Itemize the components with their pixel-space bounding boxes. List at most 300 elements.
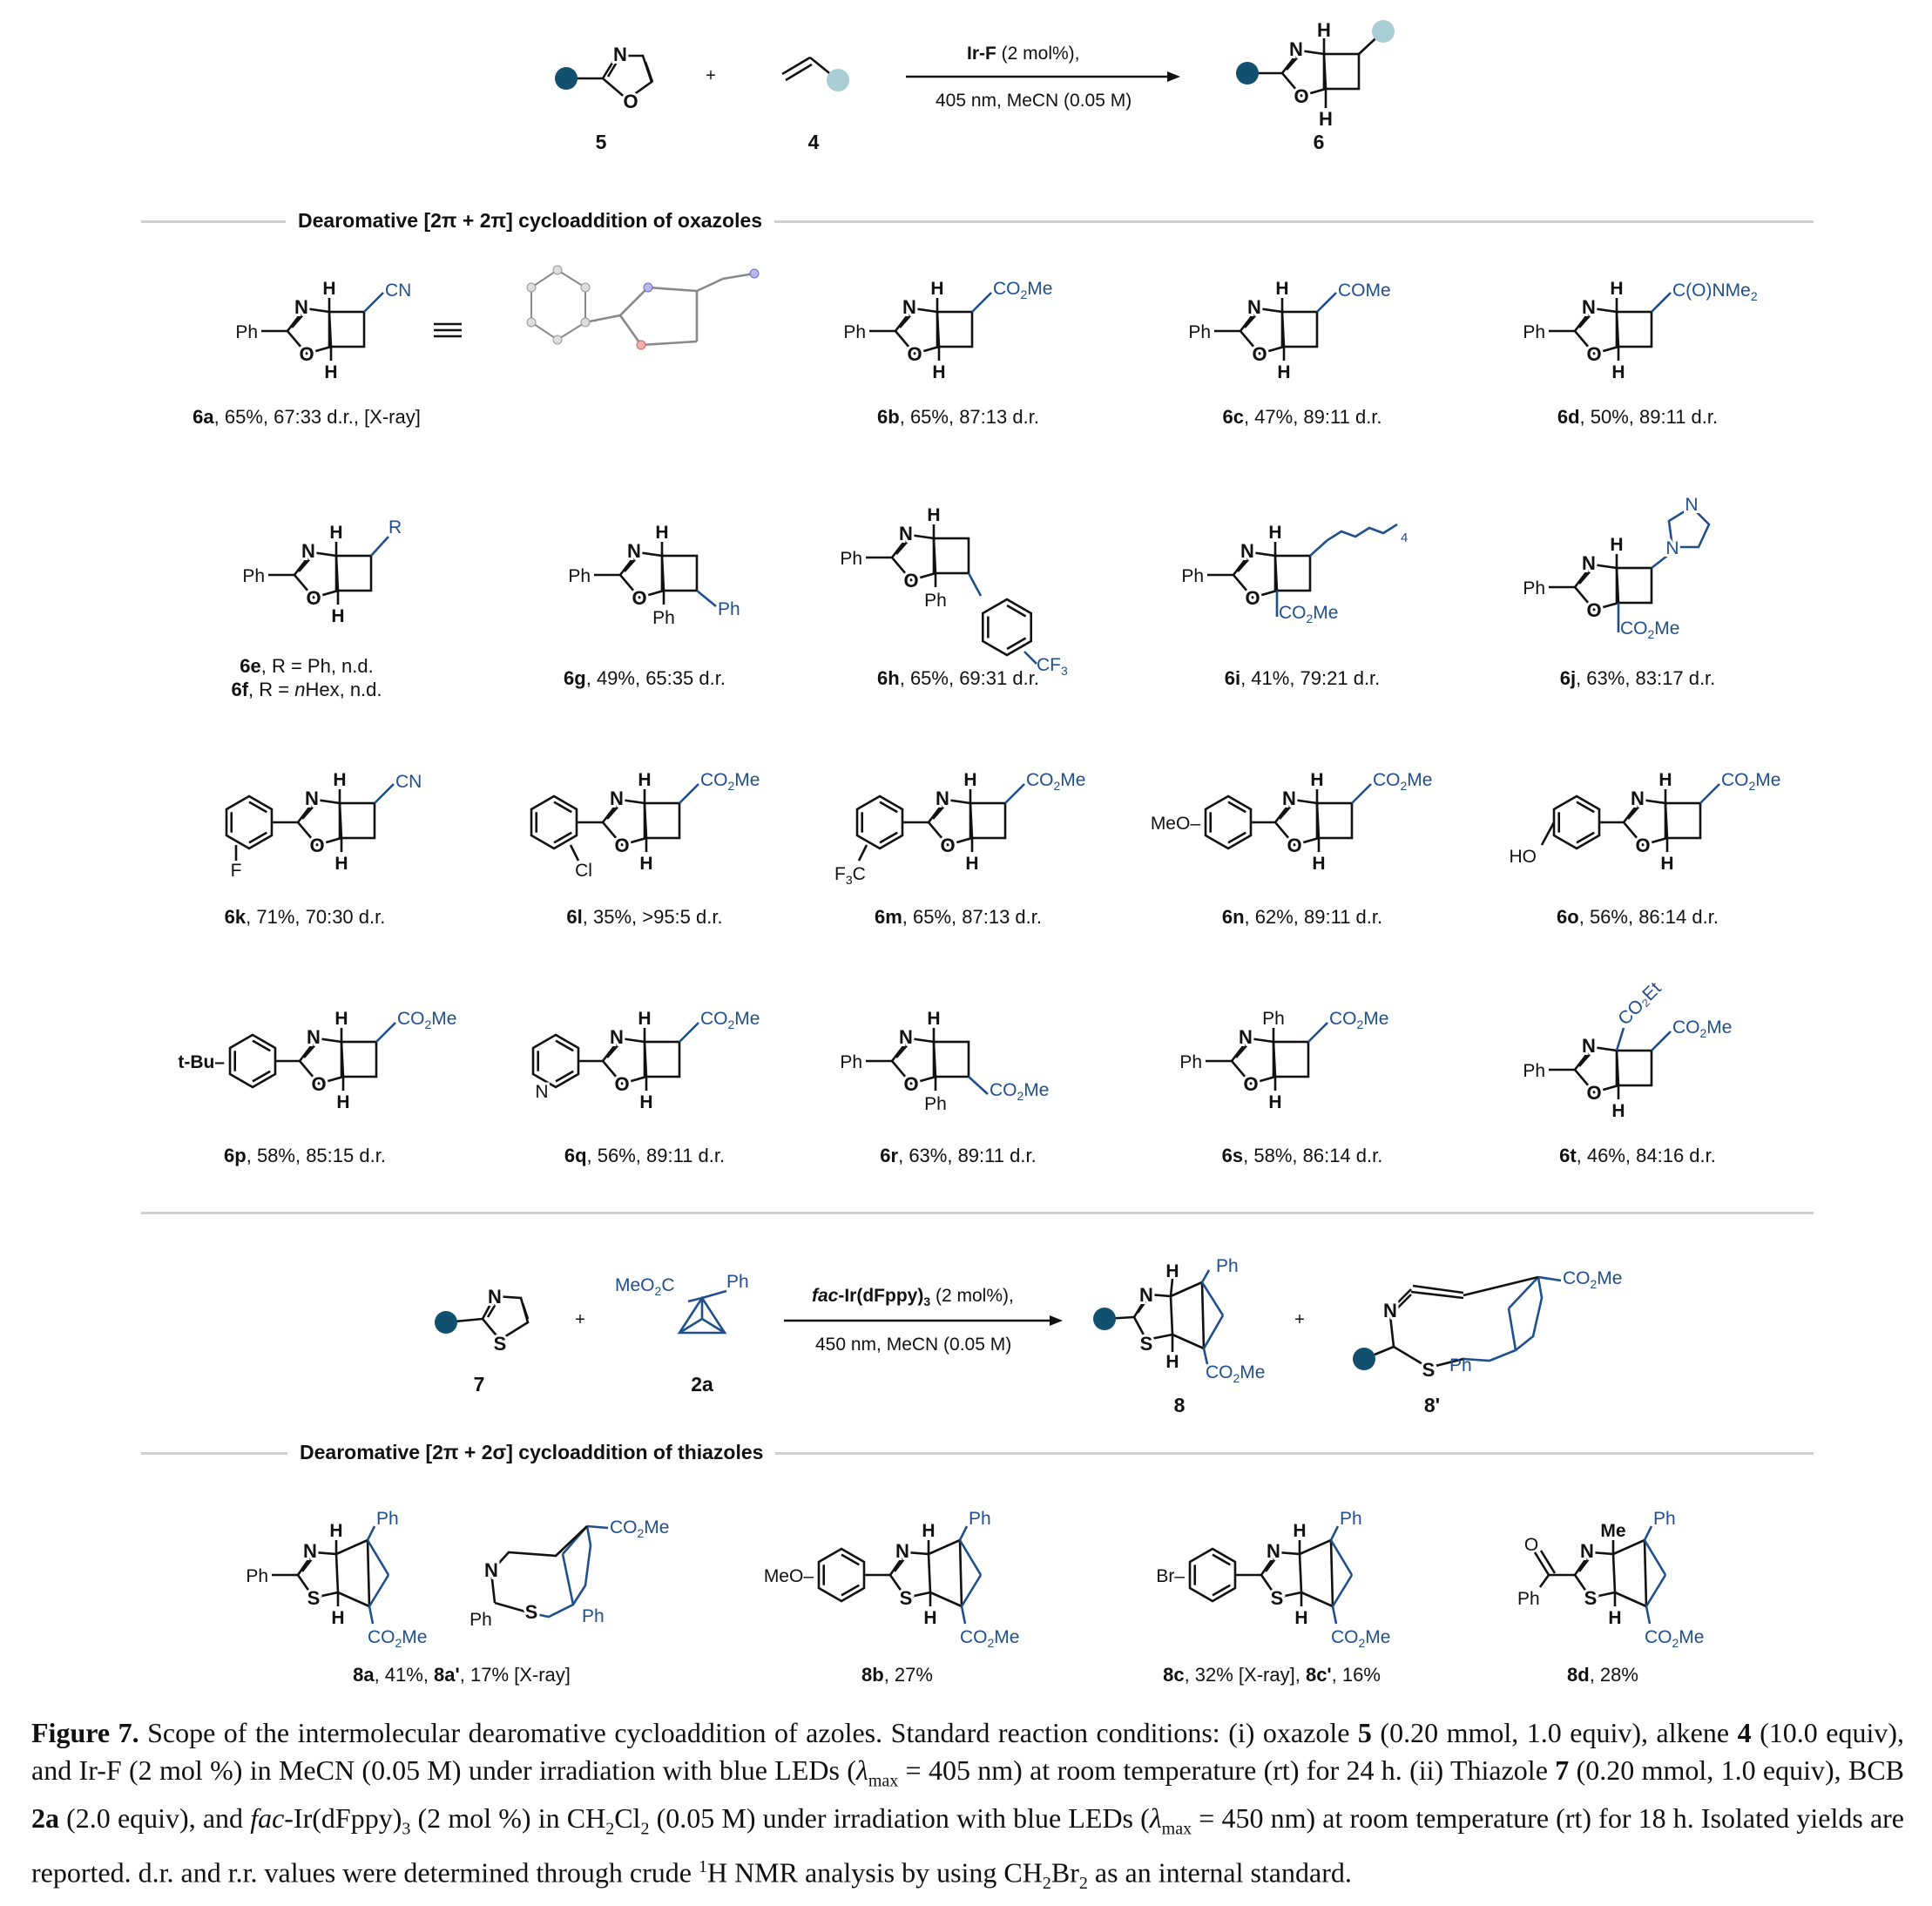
bond (620, 315, 641, 345)
light-dot-icon (1372, 20, 1395, 43)
atom-label: F (230, 861, 242, 881)
atom-label: N (1582, 296, 1596, 318)
bond (960, 1526, 967, 1540)
atom-label: Ph (1181, 566, 1204, 586)
bond (679, 1023, 699, 1042)
dark-dot-icon (1236, 62, 1259, 84)
atom-label: Ph (1179, 1052, 1202, 1072)
atom-label: H (965, 854, 979, 874)
cyclobutane-ring (341, 1042, 376, 1077)
atom-label: Ph (1340, 1509, 1362, 1529)
svg-text:O: O (623, 91, 638, 112)
atom-sphere (553, 335, 562, 344)
atom-label: N (1665, 538, 1679, 558)
bond (1645, 1526, 1652, 1540)
bond (1331, 1540, 1352, 1575)
atom-sphere (581, 318, 590, 327)
scheme-1-structures (0, 0, 1932, 157)
cyclobutane-ring (1275, 556, 1310, 591)
atom-label: N (902, 296, 916, 318)
atom-label: H (1275, 279, 1289, 299)
compound-label-5: 5 (595, 131, 607, 153)
bond (253, 1041, 270, 1051)
benzene-ring (1554, 796, 1599, 848)
atom-label: H (638, 1009, 652, 1029)
svg-text:MeO2C: MeO$_2$C (615, 1275, 675, 1298)
atom-label: O (614, 1073, 630, 1095)
atom-label: H (336, 1092, 350, 1112)
bond (841, 1585, 859, 1596)
bond (338, 1592, 369, 1606)
benzene-ring (226, 796, 272, 848)
conditions-2-line-2: 450 nm, MeCN (0.05 M) (815, 1335, 1012, 1355)
atom-label: Ph (469, 1610, 492, 1630)
compound-label-7: 7 (473, 1373, 485, 1396)
atom-label: O (907, 343, 922, 365)
atom-label: N (1267, 1540, 1280, 1562)
atom-label: Ph (246, 1566, 268, 1586)
atom-label: N (1580, 1540, 1594, 1562)
thiazole-scope-structures (0, 1472, 1932, 1664)
atom-label: N (610, 787, 624, 809)
atom-label: Ph (1262, 1009, 1285, 1029)
svg-text:N: N (1289, 38, 1303, 60)
bond (648, 287, 697, 291)
benzene-ring (531, 796, 577, 848)
substituent-label: $F_3C$ (834, 864, 866, 887)
compound-caption-6f: 6f, R = nHex, n.d. (231, 679, 382, 700)
ring-bond (531, 1526, 591, 1617)
substituent-label: $CO_2Me$ (990, 1080, 1050, 1103)
bond (960, 1540, 981, 1575)
dark-dot-icon (1353, 1348, 1375, 1370)
cyclobutane-ring (1665, 803, 1700, 838)
atom-label: Ph (582, 1606, 605, 1626)
atom-label: Ph (924, 1094, 947, 1114)
cyclobutane-ring (645, 1042, 679, 1077)
atom-label: H (334, 1009, 348, 1029)
atom-label: MeO– (1150, 814, 1200, 834)
benzene-ring (983, 599, 1030, 655)
xray-ring (531, 270, 585, 340)
atom-label: O (903, 570, 919, 591)
bond (1333, 1575, 1352, 1606)
substituent-label: $CO_2Me$ (1645, 1627, 1705, 1650)
atom-label: O (1287, 835, 1302, 856)
bond (969, 573, 981, 596)
svg-text:H: H (1319, 108, 1333, 130)
atom-label: S (1584, 1587, 1598, 1609)
bond (1652, 556, 1667, 568)
cyclobutane-ring (970, 803, 1005, 838)
atom-label: H (927, 505, 941, 525)
atom-label: Ph (652, 608, 675, 628)
bond (697, 279, 723, 291)
atom-label: HO (1509, 847, 1537, 867)
bond (563, 1554, 573, 1605)
cyclobutane-ring (340, 803, 375, 838)
svg-text:CO2Me: $CO_2Me$ (1563, 1268, 1623, 1291)
atom-label: H (1611, 1101, 1625, 1121)
compound-caption-6e: 6e, R = Ph, n.d. (240, 655, 374, 677)
atom-label: H (922, 1521, 936, 1541)
atom-label: O (1586, 599, 1602, 621)
atom-label: Br– (1156, 1566, 1185, 1586)
atom-label: H (324, 362, 338, 382)
atom-label: CN (385, 280, 412, 301)
atom-label: O (614, 835, 630, 856)
atom-label: O (1245, 587, 1260, 609)
atom-label: S (899, 1587, 913, 1609)
bond (969, 1077, 988, 1094)
compound-caption-6n: 6n, 62%, 89:11 d.r. (1221, 906, 1383, 928)
atom-label: N (610, 1026, 624, 1048)
atom-sphere (750, 269, 759, 278)
conditions-line-1: Ir-F (2 mol%), (967, 44, 1080, 64)
dark-dot-icon (1093, 1308, 1116, 1330)
svg-text:Ph: Ph (1216, 1256, 1239, 1276)
atom-label: H (923, 1608, 937, 1628)
atom-label: N (305, 787, 319, 809)
light-dot-icon (827, 69, 849, 91)
bond (375, 784, 394, 803)
bond (1646, 1575, 1665, 1606)
plus-sign: + (706, 66, 716, 85)
bond (841, 1555, 859, 1565)
atom-label: N (899, 1026, 913, 1048)
svg-text:H: H (1165, 1352, 1179, 1372)
compound-caption-6p: 6p, 58%, 85:15 d.r. (224, 1145, 386, 1166)
compound-caption-6l: 6l, 35%, >95:5 d.r. (566, 906, 723, 928)
atom-label: R (388, 517, 402, 537)
atom-label: N (1685, 495, 1699, 515)
dark-dot-icon (435, 1311, 457, 1334)
substituent-label: $CO_2Me$ (1620, 618, 1680, 641)
atom-label: MeO– (763, 1566, 814, 1586)
atom-label: H (639, 1092, 653, 1112)
bond (369, 1606, 373, 1624)
atom-label: O (1635, 835, 1651, 856)
compound-caption-6j: 6j, 63%, 83:17 d.r. (1559, 667, 1716, 689)
conditions-2-line-1: fac-$Ir(dFppy)_3$ (2 mol%), (812, 1286, 1014, 1309)
compound-label-8-prime: 8' (1423, 1394, 1441, 1416)
atom-label: Ph (235, 322, 258, 342)
atom-label: N (1247, 296, 1261, 318)
atom-sphere (527, 283, 536, 292)
bond (556, 1041, 573, 1051)
atom-label: H (639, 854, 653, 874)
atom-label: Ph (1517, 1589, 1540, 1609)
cyclobutane-ring (336, 556, 371, 591)
atom-label: Ph (718, 599, 740, 619)
atom-label: S (524, 1601, 538, 1623)
atom-label: N (936, 787, 949, 809)
atom-label: t-Bu– (178, 1052, 225, 1072)
substituent-label: $CO_2Me$ (610, 1517, 670, 1540)
substituent-label: C(O)NMe$_2$ (1672, 280, 1758, 303)
atom-label: O (940, 835, 956, 856)
bond (249, 833, 267, 843)
bond (253, 1071, 270, 1082)
compound-caption-6h: 6h, 65%, 69:31 d.r. (877, 667, 1039, 689)
figure-caption: Figure 7. Scope of the intermolecular dearomative cycloaddition of azoles. Standard reaction conditions: (i) oxazole 5 (0.20 mmol, 1.0 equiv), alkene 4 (10.0 equiv), and Ir-F (2 mol %) in MeCN (0.05 M) under irradiation with blue LEDs ($\lambda_{max} = 405$ nm) at room temperature (rt) for 24 h. (ii) Thiazole 7 (0.20 mmol, 1.0 equiv), BCB 2a (2.0 equiv), and fac-$Ir(dFppy)_3$ (2 mol %) in $CH_2Cl_2$ (0.05 M) under irradiation with blue LEDs ($\lambda_{max} = 450$ nm) at room temperature (rt) for 18 h. Isolated yields are reported. d.r. and r.r. values were determined through crude $^1$H NMR analysis by using $CH_2Br_2$ as an internal standard. (31, 1717, 1905, 1893)
atom-label: N (1282, 787, 1296, 809)
substituent-label: $CO_2Me$ (1279, 603, 1339, 625)
atom-label: Ph (1188, 322, 1211, 342)
atom-label: Ph (1653, 1509, 1676, 1529)
bond (336, 1540, 368, 1554)
cyclobutane-ring (645, 803, 679, 838)
bond (368, 1540, 388, 1575)
atom-label: Ph (242, 566, 265, 586)
atom-label: H (1658, 770, 1672, 790)
atom-label: N (1239, 1026, 1253, 1048)
ring-bond (491, 1526, 587, 1603)
atom-label: N (484, 1559, 498, 1581)
atom-label: Ph (568, 566, 591, 586)
substituent-label: $CO_2Me$ (1373, 770, 1433, 793)
divider (141, 1212, 1814, 1214)
svg-text:Ph: Ph (726, 1272, 749, 1292)
bond (1652, 293, 1671, 312)
atom-label: H (331, 1608, 345, 1628)
atom-label: O (309, 835, 325, 856)
atom-label: S (307, 1587, 321, 1609)
atom-sphere (527, 318, 536, 327)
atom-label: H (638, 770, 652, 790)
bond (679, 784, 699, 803)
cyclobutane-ring (662, 556, 697, 591)
svg-text:N: N (1383, 1300, 1397, 1321)
atom-label: O (1586, 343, 1602, 365)
bond (962, 1606, 965, 1624)
compound-caption-8d: 8d, 28% (1567, 1664, 1638, 1686)
atom-label: S (1270, 1587, 1284, 1609)
bond (1577, 833, 1594, 843)
bond (1024, 652, 1037, 664)
bond (1615, 1592, 1646, 1606)
atom-label: N (1631, 787, 1645, 809)
bond (1213, 1585, 1230, 1596)
svg-text:N: N (488, 1286, 502, 1308)
benzene-ring (1190, 1549, 1235, 1601)
compound-caption-6c: 6c, 47%, 89:11 d.r. (1222, 406, 1382, 428)
atom-label: Ph (1523, 1061, 1545, 1081)
bond (249, 802, 267, 813)
atom-label: H (1611, 362, 1625, 382)
substituent-label: $CF_3$ (1037, 655, 1068, 678)
bond (1317, 293, 1336, 312)
cyclobutane-ring (1617, 568, 1652, 603)
atom-label: O (306, 587, 321, 609)
svg-text:H: H (1165, 1261, 1179, 1281)
svg-text:Ph: Ph (1449, 1355, 1472, 1375)
substituent-label: $CO_2Me$ (700, 1009, 760, 1031)
plus-sign: + (575, 1310, 585, 1329)
bond (1577, 802, 1594, 813)
compound-caption-6g: 6g, 49%, 65:35 d.r. (564, 667, 726, 689)
atom-label: H (1310, 770, 1324, 790)
cyclobutane-ring (934, 538, 969, 573)
atom-label: H (963, 770, 977, 790)
bond (880, 802, 897, 813)
atom-label: O (311, 1073, 327, 1095)
bond (1645, 1540, 1665, 1575)
section-title-oxazoles: Dearomative [2π + 2π] cycloaddition of oxazoles (286, 209, 774, 233)
atom-label: COMe (1338, 280, 1391, 301)
bond (1308, 1023, 1327, 1042)
compound-caption-6k: 6k, 71%, 70:30 d.r. (224, 906, 386, 928)
substituent-label: $CO_2Me$ (993, 279, 1053, 301)
atom-label: H (334, 854, 348, 874)
cyclobutane-ring (329, 312, 364, 347)
compound-caption-6r: 6r, 63%, 89:11 d.r. (880, 1145, 1037, 1166)
bond (1228, 833, 1246, 843)
oxazole-scope-structures (0, 244, 1932, 1176)
bond (1617, 1028, 1624, 1051)
atom-label: H (1293, 1521, 1307, 1541)
atom-label: N (307, 1026, 321, 1048)
bond (371, 537, 388, 556)
atom-label: Ph (376, 1509, 399, 1529)
atom-label: N (1582, 552, 1596, 574)
substituent-label: $CO_2Me$ (1026, 770, 1086, 793)
compound-caption-6t: 6t, 46%, 84:16 d.r. (1559, 1145, 1716, 1166)
atom-label: N (1240, 540, 1254, 562)
compound-label-6: 6 (1313, 131, 1325, 153)
atom-label: Ph (1523, 578, 1545, 598)
bond (1542, 822, 1554, 845)
bond (1301, 1592, 1333, 1606)
scheme-2-structures (0, 1237, 1932, 1411)
substituent-label: $CO_2Me$ (1721, 770, 1781, 793)
bond (960, 1540, 962, 1606)
svg-text:N: N (1139, 1284, 1153, 1306)
atom-label: N (303, 1540, 317, 1562)
bond (1352, 784, 1371, 803)
conditions-line-2: 405 nm, MeCN (0.05 M) (936, 91, 1132, 111)
bond (1541, 1551, 1555, 1573)
bond (368, 1540, 369, 1606)
atom-label: H (333, 770, 347, 790)
compound-caption-6o: 6o, 56%, 86:14 d.r. (1557, 906, 1719, 928)
bond (1228, 802, 1246, 813)
bond (1646, 1606, 1650, 1624)
atom-sphere (644, 283, 652, 292)
benzene-ring (857, 796, 902, 848)
atom-label: H (1610, 535, 1624, 555)
cyclobutane-ring (937, 312, 972, 347)
section-title-thiazoles: Dearomative [2π + 2σ] cycloaddition of thiazoles (287, 1441, 775, 1464)
atom-label: N (627, 540, 641, 562)
bond (1331, 1526, 1338, 1540)
cyclobutane-ring (1282, 312, 1317, 347)
cyclobutane-ring (934, 1042, 969, 1077)
compound-caption-8b: 8b, 27% (861, 1664, 933, 1686)
compound-caption-8c: 8c, 32% [X-ray], 8c', 16% (1163, 1664, 1381, 1686)
atom-label: N (294, 296, 308, 318)
atom-label: Cl (575, 861, 592, 881)
atom-label: O (299, 343, 314, 365)
atom-label: H (1660, 854, 1674, 874)
bond (368, 1526, 375, 1540)
alkyl-chain (1327, 524, 1397, 540)
atom-label: Ph (1523, 322, 1545, 342)
bond (1700, 784, 1719, 803)
atom-label: O (1586, 1082, 1602, 1104)
atom-label: O (632, 587, 647, 609)
bond (1300, 1540, 1331, 1554)
bond (880, 833, 897, 843)
bond (1007, 638, 1026, 648)
bond (962, 1575, 981, 1606)
bond (620, 287, 648, 315)
atom-label: N (895, 1540, 909, 1562)
atom-label: N (535, 1082, 549, 1102)
atom-label: H (927, 1009, 941, 1029)
bond (571, 845, 578, 861)
atom-label: H (1608, 1608, 1622, 1628)
atom-sphere (637, 341, 645, 349)
atom-label: O (903, 1073, 919, 1095)
compound-caption-6d: 6d, 50%, 89:11 d.r. (1557, 406, 1719, 428)
cyclobutane-ring (1273, 1042, 1308, 1077)
svg-text:S: S (1139, 1333, 1153, 1355)
plus-sign: + (1294, 1310, 1305, 1329)
benzene-ring (533, 1035, 578, 1087)
cyclobutane-ring (1317, 803, 1352, 838)
atom-sphere (581, 283, 590, 292)
svg-text:H: H (1317, 19, 1331, 41)
substituent-label: $CO_2Me$ (700, 770, 760, 793)
atom-label: Ph (843, 322, 866, 342)
svg-text:CO2Me: $CO_2Me$ (1206, 1362, 1266, 1385)
bond (585, 315, 620, 322)
atom-label: H (1268, 1092, 1282, 1112)
atom-label: H (932, 362, 946, 382)
atom-label: Ph (924, 591, 947, 611)
bond (1331, 1540, 1333, 1606)
atom-label: Ph (840, 1052, 862, 1072)
substituent-label: $CO_2Me$ (1672, 1017, 1733, 1040)
compound-caption-6q: 6q, 56%, 89:11 d.r. (564, 1145, 726, 1166)
atom-label: H (1312, 854, 1326, 874)
atom-label: N (301, 540, 315, 562)
bond (556, 1071, 573, 1082)
compound-label-2a: 2a (691, 1373, 713, 1396)
benzene-ring (819, 1549, 864, 1601)
bond (554, 802, 571, 813)
svg-text:S: S (1422, 1359, 1435, 1381)
bond (364, 293, 383, 312)
atom-label: H (329, 1521, 343, 1541)
substituent-label: $CO_2Me$ (1329, 1009, 1389, 1031)
bond (641, 341, 697, 345)
atom-label: H (1277, 362, 1291, 382)
bond (1213, 1555, 1230, 1565)
atom-label: H (331, 606, 345, 626)
bond (376, 1023, 395, 1042)
svg-text:N: N (613, 44, 627, 65)
bond (930, 1592, 962, 1606)
compound-caption-6i: 6i, 41%, 79:21 d.r. (1224, 667, 1381, 689)
atom-label: O (1243, 1073, 1259, 1095)
atom-label: Ph (969, 1509, 991, 1529)
atom-label: 4 (1401, 531, 1408, 545)
cyclobutane-ring (1617, 312, 1652, 347)
compound-caption-8a: 8a, 41%, 8a', 17% [X-ray] (353, 1664, 571, 1686)
bond (929, 1540, 960, 1554)
